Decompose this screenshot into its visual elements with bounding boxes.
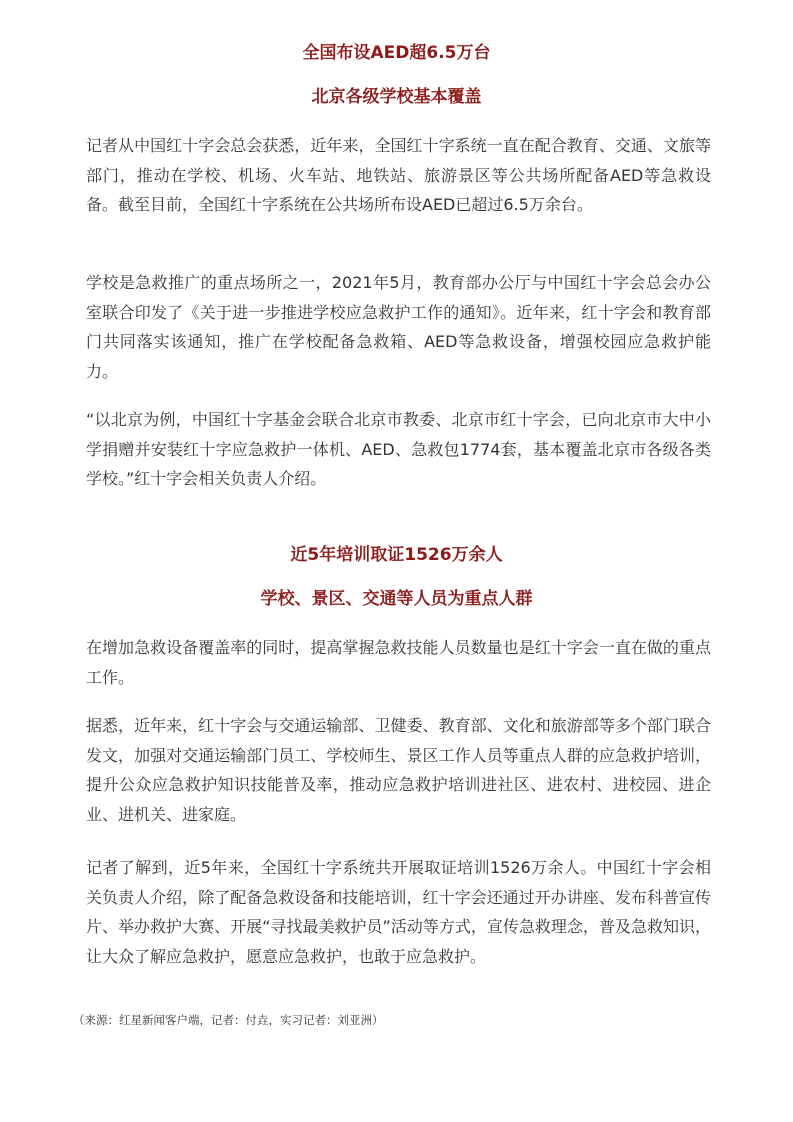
section2-subtitle: 学校、景区、交通等人员为重点人群 <box>260 589 533 609</box>
source-credit: （来源：红星新闻客户端，记者：付垚，实习记者：刘亚洲） <box>73 1013 384 1027</box>
section2-paragraph-3: 记者了解到，近5年来，全国红十字系统共开展取证培训1526万余人。中国红十字会相关负责人介绍，除了配备急救设备和技能培训，红十字会还通过开办讲座、发布科普宣传片、举办救护大赛、开展“寻找最美救护员”活动等方式，宣传急救理念，普及急救知识，让大众了解应急救护，愿意应急救护，也敢于应急救护。 <box>86 858 711 966</box>
section2-paragraph-1: 在增加急救设备覆盖率的同时，提高掌握急救技能人员数量也是红十字会一直在做的重点工作。 <box>86 638 711 687</box>
section2-title: 近5年培训取证1526万余人 <box>290 545 503 565</box>
section2-paragraph-2: 据悉，近年来，红十字会与交通运输部、卫健委、教育部、文化和旅游部等多个部门联合发文，加强对交通运输部门员工、学校师生、景区工作人员等重点人群的应急救护培训，提升公众应急救护知识技能普及率，推动应急救护培训进社区、进农村、进校园、进企业、进机关、进家庭。 <box>86 716 711 824</box>
section1-subtitle: 北京各级学校基本覆盖 <box>311 87 482 107</box>
section1-paragraph-3: “以北京为例，中国红十字基金会联合北京市教委、北京市红十字会，已向北京市大中小学捐赠并安装红十字应急救护一体机、AED、急救包1774套，基本覆盖北京市各级各类学校。”红十字会相关负责人介绍。 <box>86 410 711 488</box>
section1-title: 全国布设AED超6.5万台 <box>302 43 491 63</box>
section1-paragraph-1: 记者从中国红十字会总会获悉，近年来，全国红十字系统一直在配合教育、交通、文旅等部门，推动在学校、机场、火车站、地铁站、旅游景区等公共场所配备AED等急救设备。截至目前，全国红十字系统在公共场所布设AED已超过6.5万余台。 <box>86 136 711 214</box>
section1-paragraph-2: 学校是急救推广的重点场所之一，2021年5月，教育部办公厅与中国红十字会总会办公室联合印发了《关于进一步推进学校应急救护工作的通知》。近年来，红十字会和教育部门共同落实该通知，推广在学校配备急救箱、AED等急救设备，增强校园应急救护能力。 <box>86 273 711 381</box>
